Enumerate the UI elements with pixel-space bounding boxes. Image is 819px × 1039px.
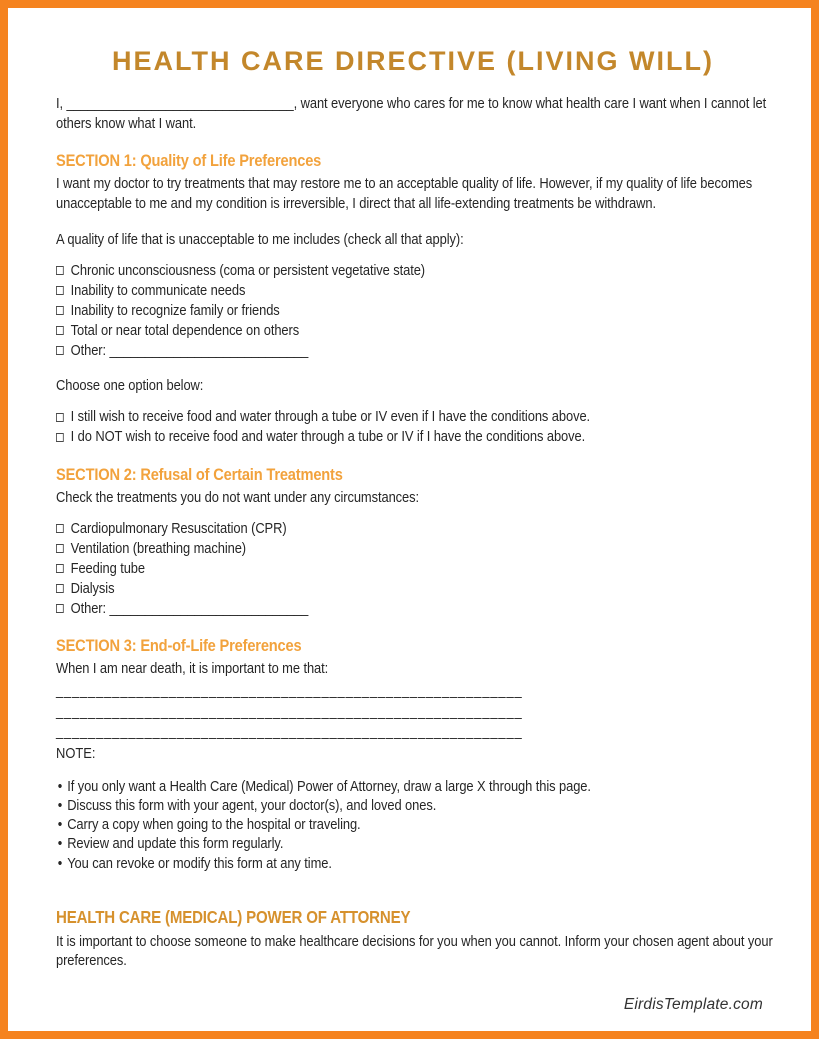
note-item — [56, 777, 779, 796]
bullet-icon: • — [57, 854, 63, 872]
note-item — [56, 815, 779, 834]
bullet-icon: • — [57, 796, 63, 814]
checkbox-row[interactable] — [56, 519, 779, 539]
section-1-prompt: A quality of life that is unacceptable to me includes (check all that apply): — [56, 231, 464, 248]
checkbox-label: I still wish to receive food and water through a tube or IV even if I have the conditions above. — [70, 408, 591, 425]
checkbox-icon[interactable] — [56, 346, 64, 355]
power-of-attorney-section — [56, 906, 773, 971]
section-1-body: I want my doctor to try treatments that may restore me to an acceptable quality of life. However, if my quality of life becomes unacceptable to me and my condition is irreversible, I direct that all life-extending treatments be withdrawn. — [56, 175, 753, 212]
fill-in-line[interactable]: __________________________________________________________ — [56, 723, 523, 740]
watermark: EirdisTemplate.com — [623, 996, 763, 1013]
checkbox-row[interactable] — [56, 301, 779, 321]
checkbox-label: Inability to recognize family or friends — [70, 301, 280, 319]
note-label: NOTE: — [56, 744, 96, 762]
checkbox-icon[interactable] — [56, 604, 64, 613]
checkbox-row[interactable] — [56, 579, 779, 599]
section-2-prompt: Check the treatments you do not want under any circumstances: — [56, 489, 420, 506]
bullet-icon: • — [57, 816, 63, 834]
note-bullet-list — [56, 777, 779, 873]
checkbox-label: Other: ____________________________ — [70, 341, 309, 359]
checkbox-icon[interactable] — [56, 433, 64, 442]
checkbox-icon[interactable] — [56, 326, 64, 335]
section-1 — [56, 150, 770, 447]
checkbox-row[interactable] — [56, 321, 779, 341]
section-3-prompt: When I am near death, it is important to me that: — [56, 659, 329, 677]
checkbox-label: Total or near total dependence on others — [70, 321, 300, 339]
section-2-checkbox-list — [56, 519, 779, 619]
note-text: If you only want a Health Care (Medical) Power of Attorney, draw a large X through this page. — [67, 777, 591, 795]
section-2-heading: SECTION 2: Refusal of Certain Treatments — [56, 465, 343, 484]
checkbox-row-other[interactable] — [56, 341, 779, 361]
section-1-heading: SECTION 1: Quality of Life Preferences — [56, 151, 322, 170]
checkbox-icon[interactable] — [56, 266, 64, 275]
note-text: You can revoke or modify this form at any time. — [67, 854, 332, 872]
bullet-icon: • — [57, 835, 63, 853]
checkbox-icon[interactable] — [56, 413, 64, 422]
section-1-checkbox-list — [56, 261, 779, 361]
choose-option-prompt: Choose one option below: — [56, 376, 204, 394]
note-item — [56, 796, 779, 815]
checkbox-label: Inability to communicate needs — [70, 281, 246, 299]
intro-paragraph: I, ________________________________, want everyone who cares for me to know what health care I want when I cannot let others know what I want. — [56, 95, 767, 132]
fill-in-area — [56, 681, 779, 743]
checkbox-icon[interactable] — [56, 544, 64, 553]
checkbox-icon[interactable] — [56, 286, 64, 295]
poa-heading: HEALTH CARE (MEDICAL) POWER OF ATTORNEY — [56, 906, 411, 927]
fill-in-line[interactable]: __________________________________________________________ — [56, 702, 523, 720]
fill-in-line[interactable]: __________________________________________________________ — [56, 682, 523, 699]
note-text: Review and update this form regularly. — [67, 835, 284, 853]
bullet-icon: • — [57, 777, 63, 795]
document-title: HEALTH CARE DIRECTIVE (LIVING WILL) — [112, 46, 714, 76]
section-3 — [56, 635, 770, 873]
checkbox-icon[interactable] — [56, 306, 64, 315]
checkbox-label: Ventilation (breathing machine) — [70, 539, 247, 557]
choose-option-list — [56, 407, 779, 447]
checkbox-row[interactable] — [56, 261, 779, 281]
checkbox-row[interactable] — [56, 407, 779, 427]
section-2 — [56, 464, 770, 619]
section-3-heading: SECTION 3: End-of-Life Preferences — [56, 635, 302, 655]
checkbox-row[interactable] — [56, 427, 779, 447]
checkbox-row[interactable] — [56, 559, 779, 579]
checkbox-row[interactable] — [56, 281, 779, 301]
checkbox-label: I do NOT wish to receive food and water through a tube or IV if I have the conditions above. — [70, 428, 586, 445]
checkbox-label: Chronic unconsciousness (coma or persistent vegetative state) — [70, 261, 426, 279]
checkbox-icon[interactable] — [56, 524, 64, 533]
checkbox-label: Other: ____________________________ — [70, 599, 309, 617]
note-text: Carry a copy when going to the hospital or traveling. — [67, 816, 361, 834]
note-text: Discuss this form with your agent, your doctor(s), and loved ones. — [67, 796, 437, 814]
checkbox-row-other[interactable] — [56, 599, 779, 619]
checkbox-icon[interactable] — [56, 584, 64, 593]
checkbox-label: Dialysis — [70, 579, 115, 597]
checkbox-label: Cardiopulmonary Resuscitation (CPR) — [70, 519, 287, 537]
note-item — [56, 834, 779, 853]
poa-body: It is important to choose someone to make healthcare decisions for you when you cannot. Inform your chosen agent about your preferences. — [56, 932, 773, 970]
checkbox-row[interactable] — [56, 539, 779, 559]
checkbox-icon[interactable] — [56, 564, 64, 573]
note-item — [56, 854, 779, 873]
checkbox-label: Feeding tube — [70, 559, 146, 577]
